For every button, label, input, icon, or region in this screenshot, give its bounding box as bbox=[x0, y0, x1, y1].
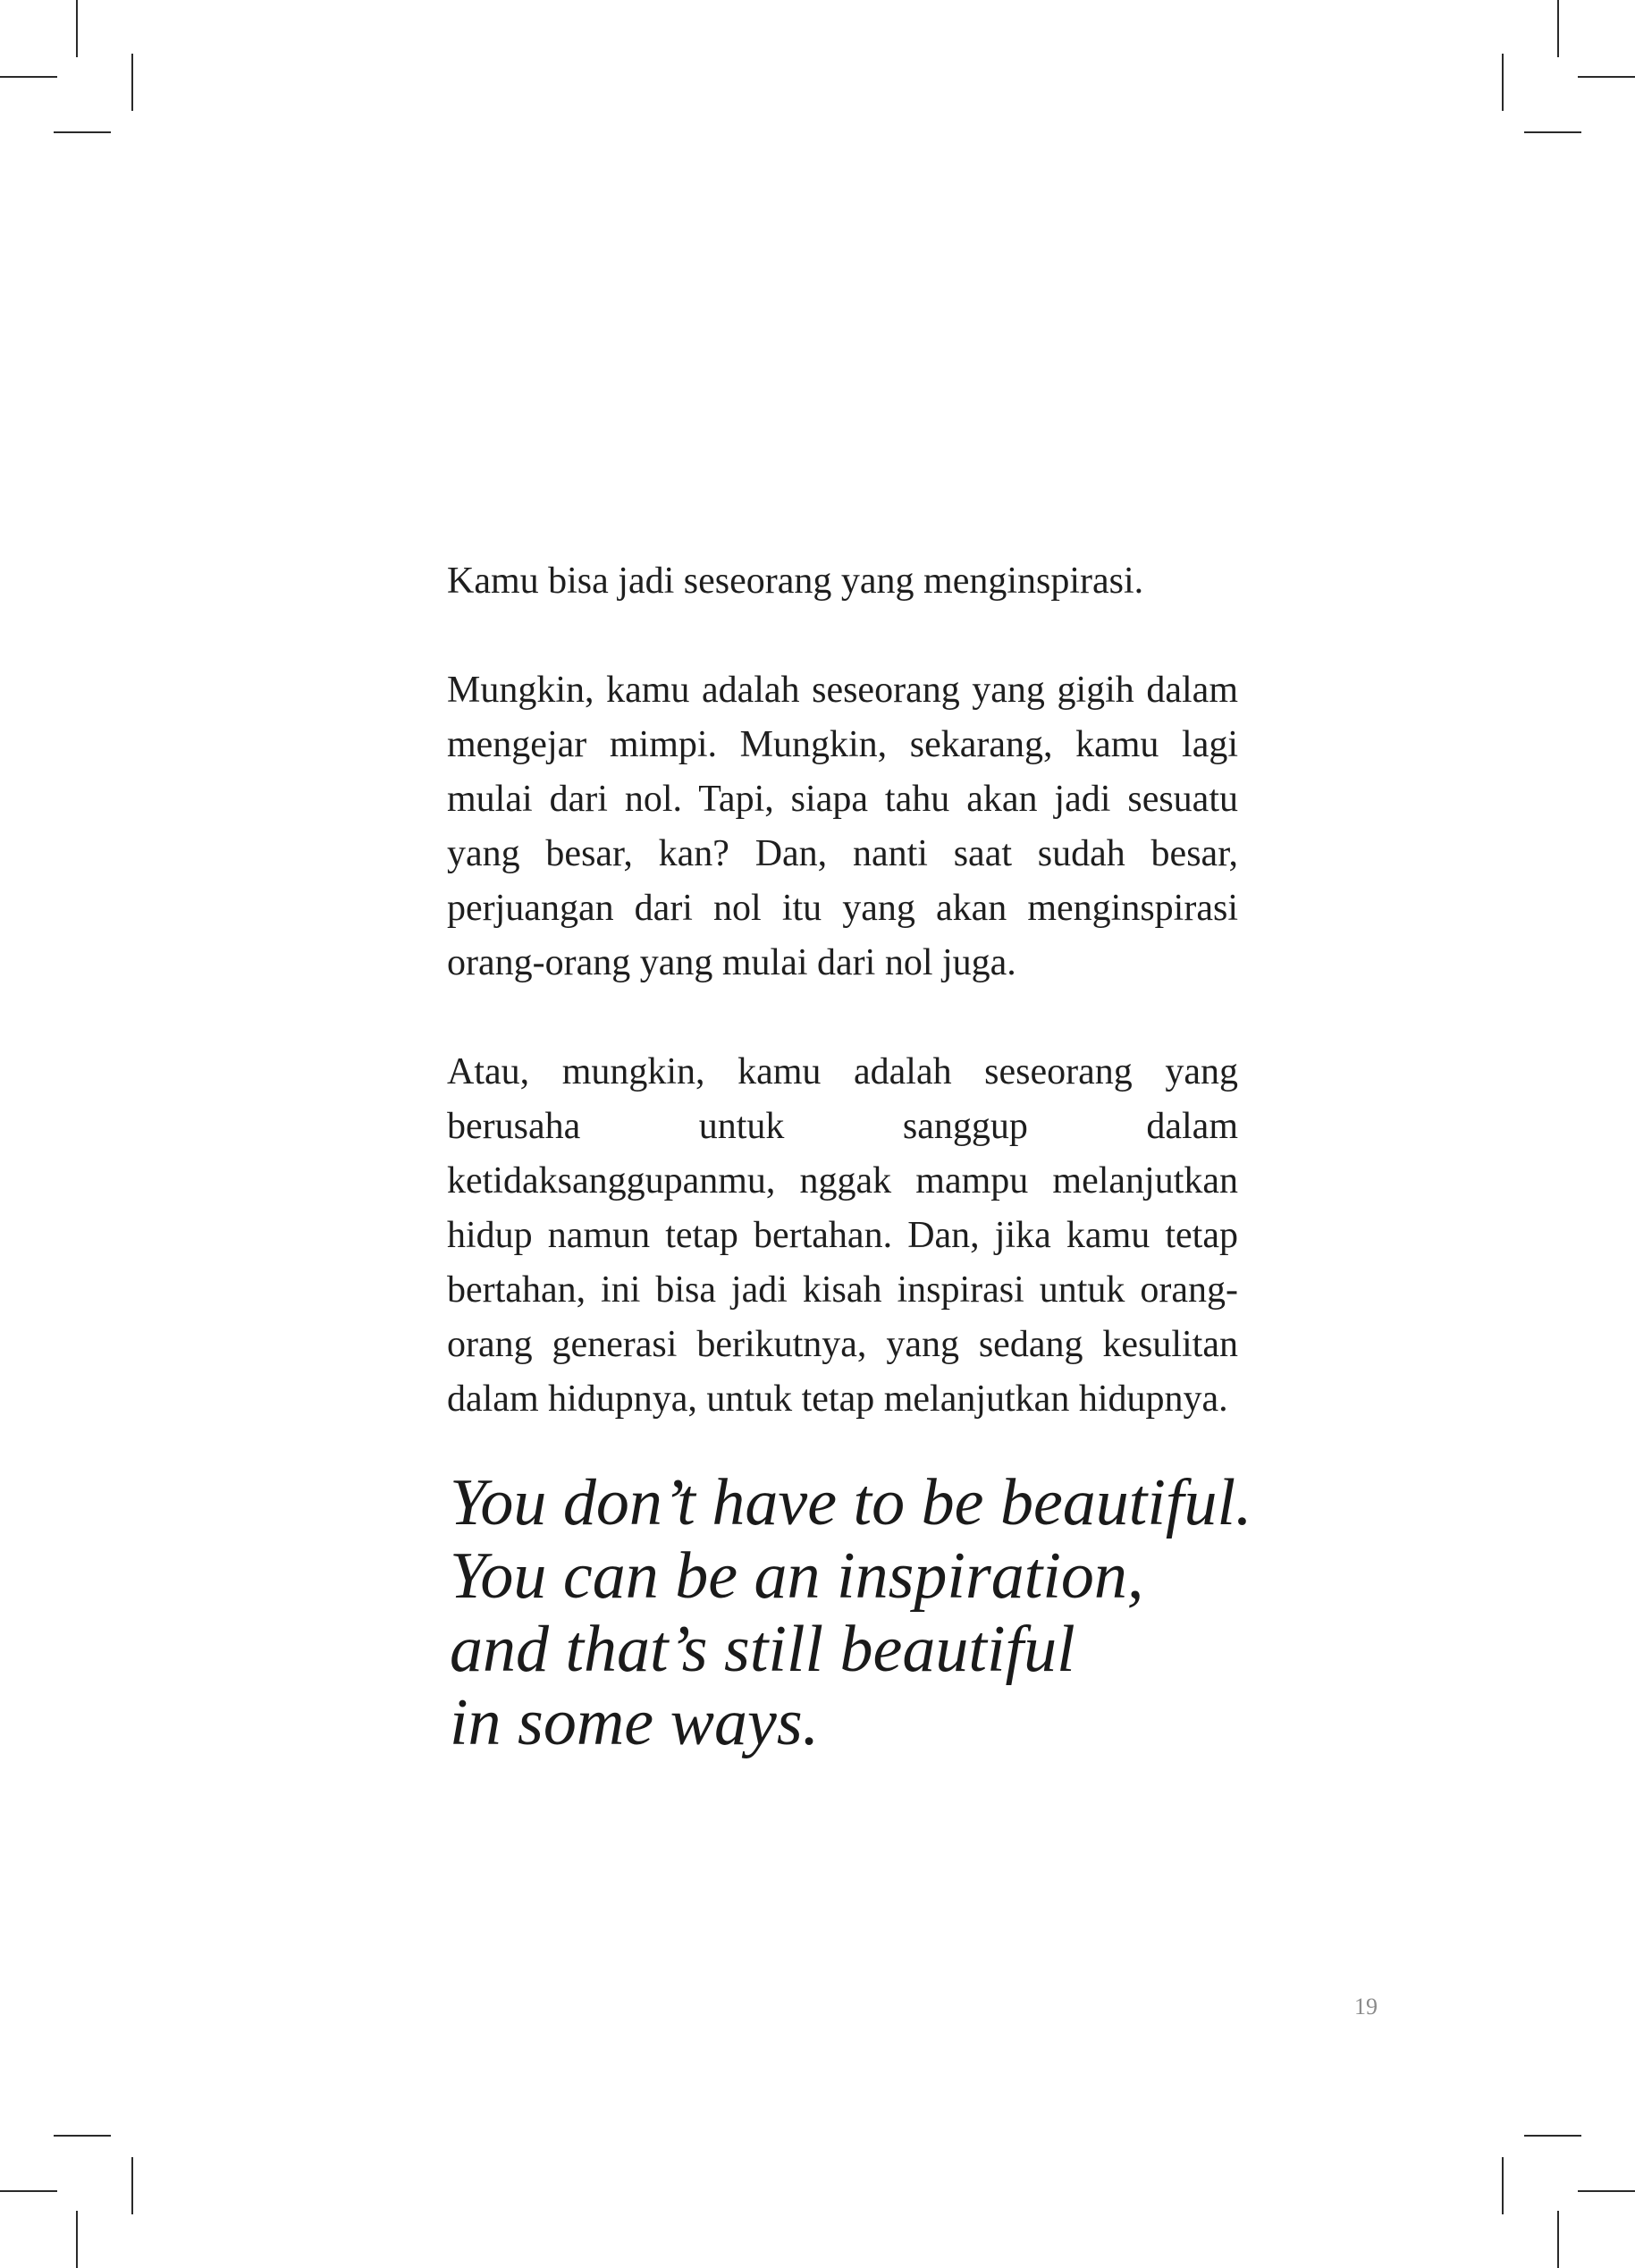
paragraph-2: Mungkin, kamu adalah seseorang yang gigih dalam mengejar mimpi. Mungkin, sekarang, kamu lagi mulai dari nol. Tapi, siapa tahu akan jadi sesuatu yang besar, kan? Dan, nanti saat sudah besar, perjuangan dari nol itu yang akan menginspirasi orang-orang yang mulai dari nol juga. bbox=[447, 670, 1238, 983]
crop-mark bbox=[1578, 76, 1635, 78]
crop-mark bbox=[76, 2211, 78, 2268]
quote-line: and that’s still beautiful bbox=[450, 1613, 1075, 1686]
quote-line: You can be an inspiration, bbox=[450, 1539, 1144, 1613]
crop-mark bbox=[76, 0, 78, 57]
quote-line: in some ways. bbox=[450, 1686, 820, 1759]
crop-mark bbox=[54, 131, 111, 133]
crop-mark bbox=[1578, 2190, 1635, 2192]
crop-mark bbox=[131, 2157, 133, 2214]
paragraph-1: Kamu bisa jadi seseorang yang menginspirasi. bbox=[447, 561, 1144, 602]
crop-mark bbox=[1524, 2135, 1581, 2137]
crop-mark bbox=[1502, 2157, 1504, 2214]
body-text bbox=[447, 554, 1238, 1481]
crop-mark bbox=[1557, 2211, 1559, 2268]
crop-mark bbox=[0, 2190, 57, 2192]
crop-mark bbox=[0, 76, 57, 78]
page-number: 19 bbox=[1354, 1994, 1378, 2019]
crop-mark bbox=[54, 2135, 111, 2137]
crop-mark bbox=[1557, 0, 1559, 57]
quote-line: You don’t have to be beautiful. bbox=[450, 1466, 1252, 1539]
paragraph-3: Atau, mungkin, kamu adalah seseorang yang berusaha untuk sanggup dalam ketidaksanggupanmu, nggak mampu melanjutkan hidup namun tetap bertahan. Dan, jika kamu tetap bertahan, ini bisa jadi kisah inspirasi untuk orang-orang generasi berikutnya, yang sedang kesulitan dalam hidupnya, untuk tetap melanjutkan hidupnya. bbox=[447, 1051, 1238, 1420]
crop-mark bbox=[131, 54, 133, 111]
crop-mark bbox=[1502, 54, 1504, 111]
pull-quote bbox=[450, 1466, 1252, 1759]
crop-mark bbox=[1524, 131, 1581, 133]
